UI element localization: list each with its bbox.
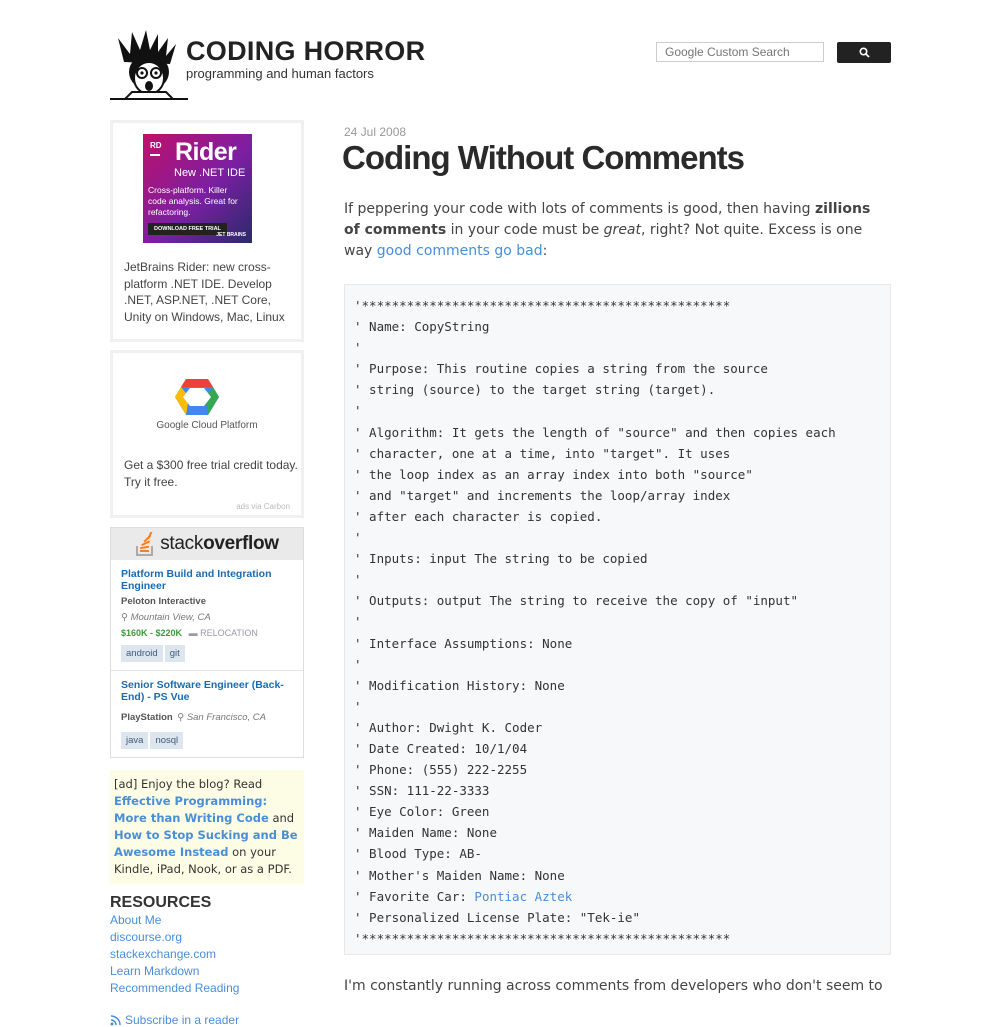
resource-link-about-me[interactable]: About Me xyxy=(110,913,162,927)
resource-link-stackexchange[interactable]: stackexchange.com xyxy=(110,947,217,961)
jetbrains-mark: JET BRAINS xyxy=(216,232,246,238)
code-line: ' Purpose: This routine copies a string from the source xyxy=(354,361,768,377)
code-line: ' xyxy=(354,403,362,419)
code-line: ' xyxy=(354,656,362,672)
code-line: ' character, one at a time, into "target". It uses xyxy=(354,445,731,461)
code-line: '************************************************* xyxy=(354,930,731,946)
rider-ad-image[interactable] xyxy=(143,134,252,243)
intro-text: If peppering your code with lots of comments is good, then having xyxy=(344,201,816,217)
job-tag[interactable]: android xyxy=(121,645,163,662)
job-salary: $160K - $220K xyxy=(121,628,183,638)
code-line: ' Interface Assumptions: None xyxy=(354,635,573,651)
promo-prefix: [ad] Enjoy the blog? Read xyxy=(114,777,263,791)
code-line: ' xyxy=(354,614,362,630)
job-location: San Francisco, CA xyxy=(186,712,267,723)
code-line: ' Author: Dwight K. Coder xyxy=(354,719,543,735)
site-title[interactable]: CODING HORROR xyxy=(186,36,426,66)
promo-link-effective-programming[interactable]: Effective Programming: More than Writing Code xyxy=(114,794,269,825)
code-line: ' Outputs: output The string to receive the copy of "input" xyxy=(354,593,799,609)
job-tag[interactable]: nosql xyxy=(150,732,183,749)
search-input[interactable] xyxy=(656,42,824,62)
job-relocation: RELOCATION xyxy=(200,628,258,638)
code-line: ' and "target" and increments the loop/array index xyxy=(354,487,731,503)
intro-emphasis: great xyxy=(603,222,641,238)
ads-via-carbon[interactable]: ads via Carbon xyxy=(236,502,290,511)
stackoverflow-brand-light: stack xyxy=(160,533,204,554)
code-line: ' Phone: (555) 222-2255 xyxy=(354,762,528,778)
code-line: ' the loop index as an array index into both "source" xyxy=(354,466,753,482)
post-intro xyxy=(344,199,890,262)
rss-icon xyxy=(110,1015,121,1026)
location-pin-icon: ⚲ xyxy=(177,712,187,723)
resource-link-discourse[interactable]: discourse.org xyxy=(110,930,183,944)
code-line: ' Modification History: None xyxy=(354,677,565,693)
sidebar xyxy=(110,120,304,1027)
subscribe-label[interactable]: Subscribe in a reader xyxy=(125,1013,240,1027)
rider-cta: DOWNLOAD FREE TRIAL xyxy=(148,223,227,235)
rider-badge: RD xyxy=(150,141,162,150)
site-tagline: programming and human factors xyxy=(186,66,374,81)
job-title[interactable]: Platform Build and Integration Engineer xyxy=(121,568,272,592)
job-tag[interactable]: java xyxy=(121,732,148,749)
search-icon xyxy=(859,47,870,58)
code-line: ' Eye Color: Green xyxy=(354,804,490,820)
code-line: ' xyxy=(354,698,362,714)
post-paragraph: I'm constantly running across comments from developers who don't seem to xyxy=(344,978,883,994)
book-promo xyxy=(110,770,304,884)
post-date: 24 Jul 2008 xyxy=(344,125,407,139)
code-line: ' Inputs: input The string to be copied xyxy=(354,551,648,567)
resources-title: RESOURCES xyxy=(110,894,212,911)
intro-text: in your code must be xyxy=(446,222,604,238)
job-title[interactable]: Senior Software Engineer (Back-End) - PS Vue xyxy=(121,679,284,703)
coding-horror-logo[interactable] xyxy=(110,28,188,100)
job-company: Peloton Interactive xyxy=(121,596,206,607)
code-block xyxy=(344,284,891,955)
intro-text: , right? Not quite. Excess is one way xyxy=(344,222,863,259)
good-comments-link[interactable]: good comments go bad xyxy=(376,243,543,259)
code-line: ' Mother's Maiden Name: None xyxy=(354,867,565,883)
ad-jetbrains xyxy=(110,120,304,342)
code-line: ' string (source) to the target string (target). xyxy=(354,382,716,398)
promo-link-stop-sucking[interactable]: How to Stop Sucking and Be Awesome Instead xyxy=(114,828,298,859)
resource-link-markdown[interactable]: Learn Markdown xyxy=(110,964,200,978)
code-line xyxy=(354,886,890,907)
intro-text: : xyxy=(542,243,548,259)
job-location: Mountain View, CA xyxy=(130,612,211,623)
job-listing[interactable] xyxy=(111,560,303,671)
pontiac-aztek-link[interactable]: Pontiac Aztek xyxy=(474,888,573,904)
stackoverflow-header[interactable] xyxy=(111,528,303,560)
rider-subtitle: New .NET IDE xyxy=(174,167,246,179)
google-cloud-icon[interactable] xyxy=(175,377,219,417)
promo-suffix: on your Kindle, iPad, Nook, or as a PDF. xyxy=(114,845,292,876)
stackoverflow-brand-bold: overflow xyxy=(203,533,279,554)
rider-name: Rider xyxy=(175,138,237,166)
code-line: ' xyxy=(354,530,362,546)
ad-google-cloud xyxy=(110,350,304,518)
code-line: ' Blood Type: AB- xyxy=(354,846,482,862)
stackoverflow-jobs xyxy=(110,527,304,758)
code-line: ' Personalized License Plate: "Tek-ie" xyxy=(354,909,640,925)
code-line: ' Algorithm: It gets the length of "source" and then copies each xyxy=(354,424,836,440)
code-line: ' Date Created: 10/1/04 xyxy=(354,740,528,756)
code-line: ' xyxy=(354,340,362,356)
relocation-icon: ▬ xyxy=(188,628,198,638)
job-listing[interactable] xyxy=(111,671,303,757)
location-pin-icon: ⚲ xyxy=(121,612,131,623)
job-tag[interactable]: git xyxy=(165,645,185,662)
code-line: ' Name: CopyString xyxy=(354,319,490,335)
search-button[interactable] xyxy=(837,42,891,63)
resource-link-reading[interactable]: Recommended Reading xyxy=(110,981,240,995)
code-text: ' Favorite Car: xyxy=(354,888,475,904)
stackoverflow-icon xyxy=(135,532,157,556)
subscribe-link[interactable] xyxy=(110,1013,304,1027)
code-line: ' Maiden Name: None xyxy=(354,825,497,841)
job-company: PlayStation xyxy=(121,712,173,723)
ad-jetbrains-text[interactable]: JetBrains Rider: new cross-platform .NET IDE. Develop .NET, ASP.NET, .NET Core, Unity on Windows, Mac, Linux xyxy=(124,260,285,324)
google-cloud-label: Google Cloud Platform xyxy=(156,420,258,431)
intro-bold: zillions of comments xyxy=(344,201,871,238)
ad-google-cloud-text[interactable]: Get a $300 free trial credit today. Try it free. xyxy=(124,458,298,489)
code-line: ' xyxy=(354,572,362,588)
code-line: '************************************************* xyxy=(354,298,731,313)
post-title[interactable]: Coding Without Comments xyxy=(342,139,744,176)
promo-mid: and xyxy=(268,811,295,825)
rider-blurb: Cross-platform. Killer code analysis. Great for refactoring. xyxy=(148,185,238,217)
code-line: ' SSN: 111-22-3333 xyxy=(354,783,490,799)
code-line: ' after each character is copied. xyxy=(354,508,603,524)
